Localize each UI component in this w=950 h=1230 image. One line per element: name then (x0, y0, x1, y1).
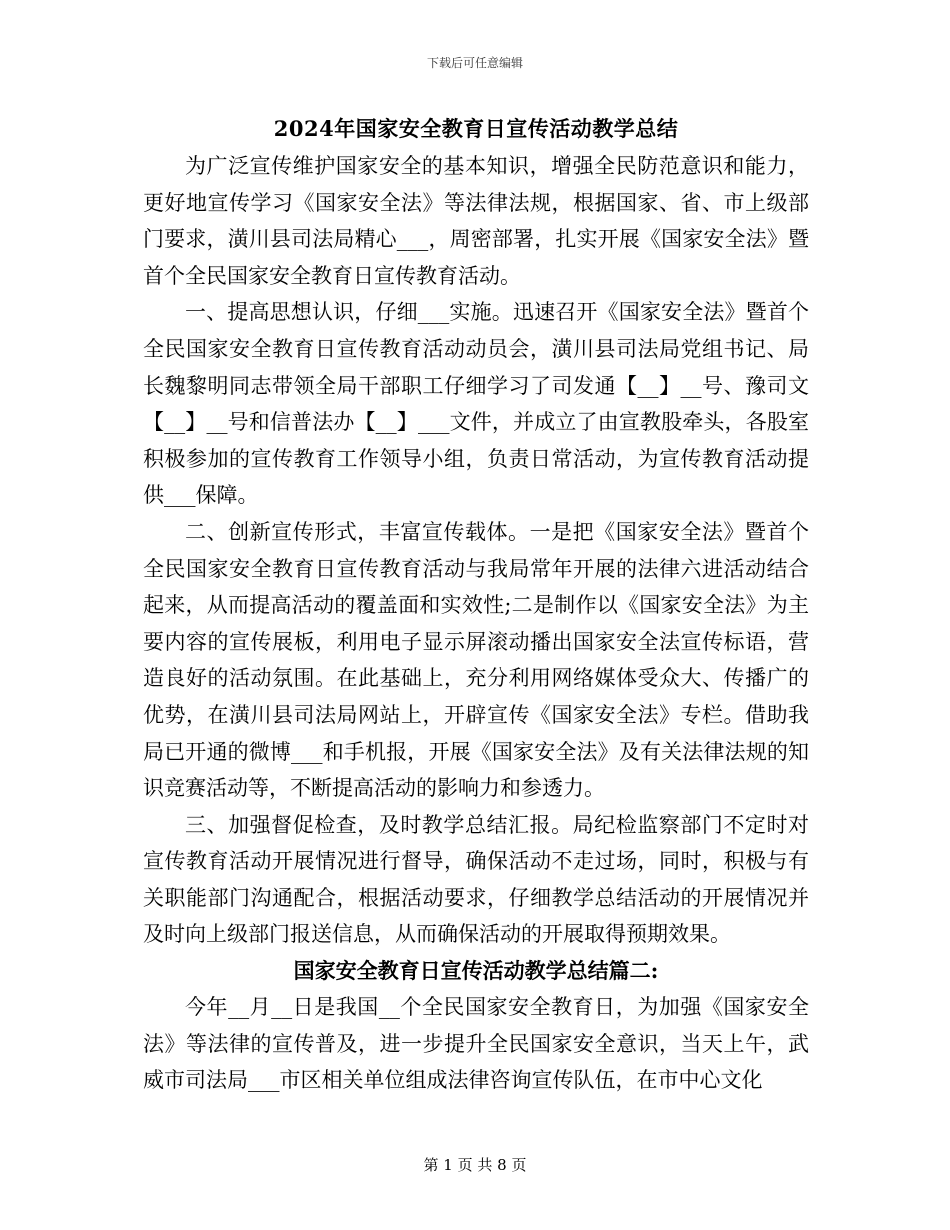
paragraph-part-2: 今年__月__日是我国__个全民国家安全教育日，为加强《国家安全法》等法律的宣传普及，进一步提升全民国家安全意识，当天上午，武威市司法局___市区相关单位组成法律咨询宣传队伍，在市中心文化 (143, 995, 809, 1093)
paragraph-intro: 为广泛宣传维护国家安全的基本知识，增强全民防范意识和能力，更好地宣传学习《国家安全法》等法律法规，根据国家、省、市上级部门要求，潢川县司法局精心___，周密部署，扎实开展《国家安全法》暨首个全民国家安全教育日宣传教育活动。 (143, 154, 809, 288)
document-body (143, 112, 809, 1099)
paragraph-section-2: 二、创新宣传形式，丰富宣传载体。一是把《国家安全法》暨首个全民国家安全教育日宣传教育活动与我局常年开展的法律六进活动结合起来，从而提高活动的覆盖面和实效性;二是制作以《国家安全法》为主要内容的宣传展板，利用电子显示屏滚动播出国家安全法宣传标语，营造良好的活动氛围。在此基础上，充分利用网络媒体受众大、传播广的优势，在潢川县司法局网站上，开辟宣传《国家安全法》专栏。借助我局已开通的微博___和手机报，开展《国家安全法》及有关法律法规的知识竞赛活动等，不断提高活动的影响力和参透力。 (143, 519, 809, 801)
document-title: 2024年国家安全教育日宣传活动教学总结 (273, 116, 679, 141)
paragraph-section-1: 一、提高思想认识，仔细___实施。迅速召开《国家安全法》暨首个全民国家安全教育日宣传教育活动动员会，潢川县司法局党组书记、局长魏黎明同志带领全局干部职工仔细学习了司发通【__】__号、豫司文【__】__号和信普法办【__】___文件，并成立了由宣教股牵头，各股室积极参加的宣传教育工作领导小组，负责日常活动，为宣传教育活动提供___保障。 (143, 300, 809, 508)
page-number: 第 1 页 共 8 页 (423, 1156, 527, 1174)
section-subtitle: 国家安全教育日宣传活动教学总结篇二: (293, 958, 659, 984)
paragraph-section-3: 三、加强督促检查，及时教学总结汇报。局纪检监察部门不定时对宣传教育活动开展情况进行督导，确保活动不走过场，同时，积极与有关职能部门沟通配合，根据活动要求，仔细教学总结活动的开展情况并及时向上级部门报送信息，从而确保活动的开展取得预期效果。 (143, 812, 809, 947)
header-note: 下载后可任意编辑 (426, 56, 523, 70)
